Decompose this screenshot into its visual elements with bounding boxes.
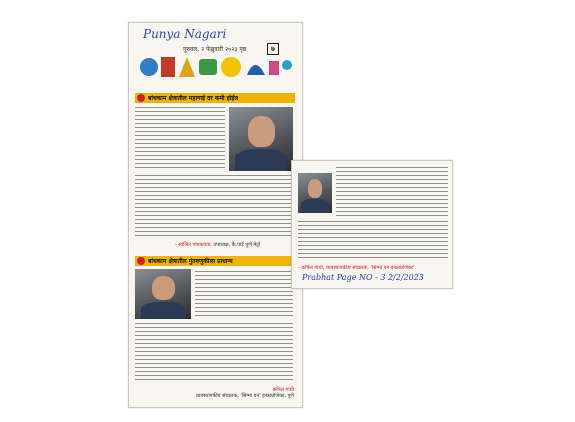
masthead-illustration xyxy=(139,53,293,81)
handwritten-publication-name: Punya Nagari xyxy=(143,27,227,41)
bullet-icon xyxy=(137,94,145,102)
article2-body-text xyxy=(135,323,293,383)
newspaper-clipping-prabhat xyxy=(291,160,453,289)
article1-byline-title: उपाध्यक्ष, कै.पाई पुणे मेट्रो xyxy=(213,242,261,248)
handwritten-date: गुरुवार, २ फेब्रुवारी २०२३ पृष्ठ xyxy=(183,46,247,53)
article2-headline: बांधकाम क्षेत्रातील गुंतवणुकीला प्राधान्य xyxy=(148,258,233,265)
body-text xyxy=(298,221,448,261)
article1-byline xyxy=(175,242,260,248)
box-icon xyxy=(199,59,217,75)
article2-headline-bar xyxy=(135,256,295,266)
article2-author-signature xyxy=(196,387,294,399)
article1-byline-name: - स्वजित गायकवाड, xyxy=(175,242,212,248)
article1-headline: बांधकाम क्षेत्रातील महागाई दर कमी होईल xyxy=(148,95,239,102)
triangle-icon xyxy=(179,57,195,77)
article2-author-title: व्यवस्थापकीय संचालक, 'सिग्मा वन' इन्फ्राप्रॉजेक्ट, पुणे xyxy=(195,393,294,399)
article1-author-photo xyxy=(229,107,293,171)
author-photo xyxy=(298,173,332,213)
article1-body-text-top xyxy=(135,107,225,171)
article1-headline-bar xyxy=(135,93,295,103)
person-icon xyxy=(247,65,265,75)
dot-icon xyxy=(282,60,292,70)
tag-icon xyxy=(269,61,279,75)
page-number-box: ७ xyxy=(267,43,279,55)
article1-body-text xyxy=(135,175,293,237)
article2-author-name: कपिल गांधी xyxy=(272,387,294,393)
book-icon xyxy=(161,57,175,77)
circle-icon xyxy=(140,58,158,76)
bulb-icon xyxy=(221,57,241,77)
article2-author-photo xyxy=(135,269,191,319)
newspaper-clipping-punya-nagari xyxy=(128,22,303,408)
article2-body-text-top xyxy=(195,271,293,319)
body-text-top xyxy=(336,167,448,219)
handwritten-source-note: Prabhat Page NO - 3 2/2/2023 xyxy=(302,273,424,282)
byline: - कपिल गांधी, व्यवस्थापकीय संचालक, 'सिग्मा वन इन्फ्राप्रोजेक्ट' xyxy=(298,265,415,271)
bullet-icon xyxy=(137,257,145,265)
